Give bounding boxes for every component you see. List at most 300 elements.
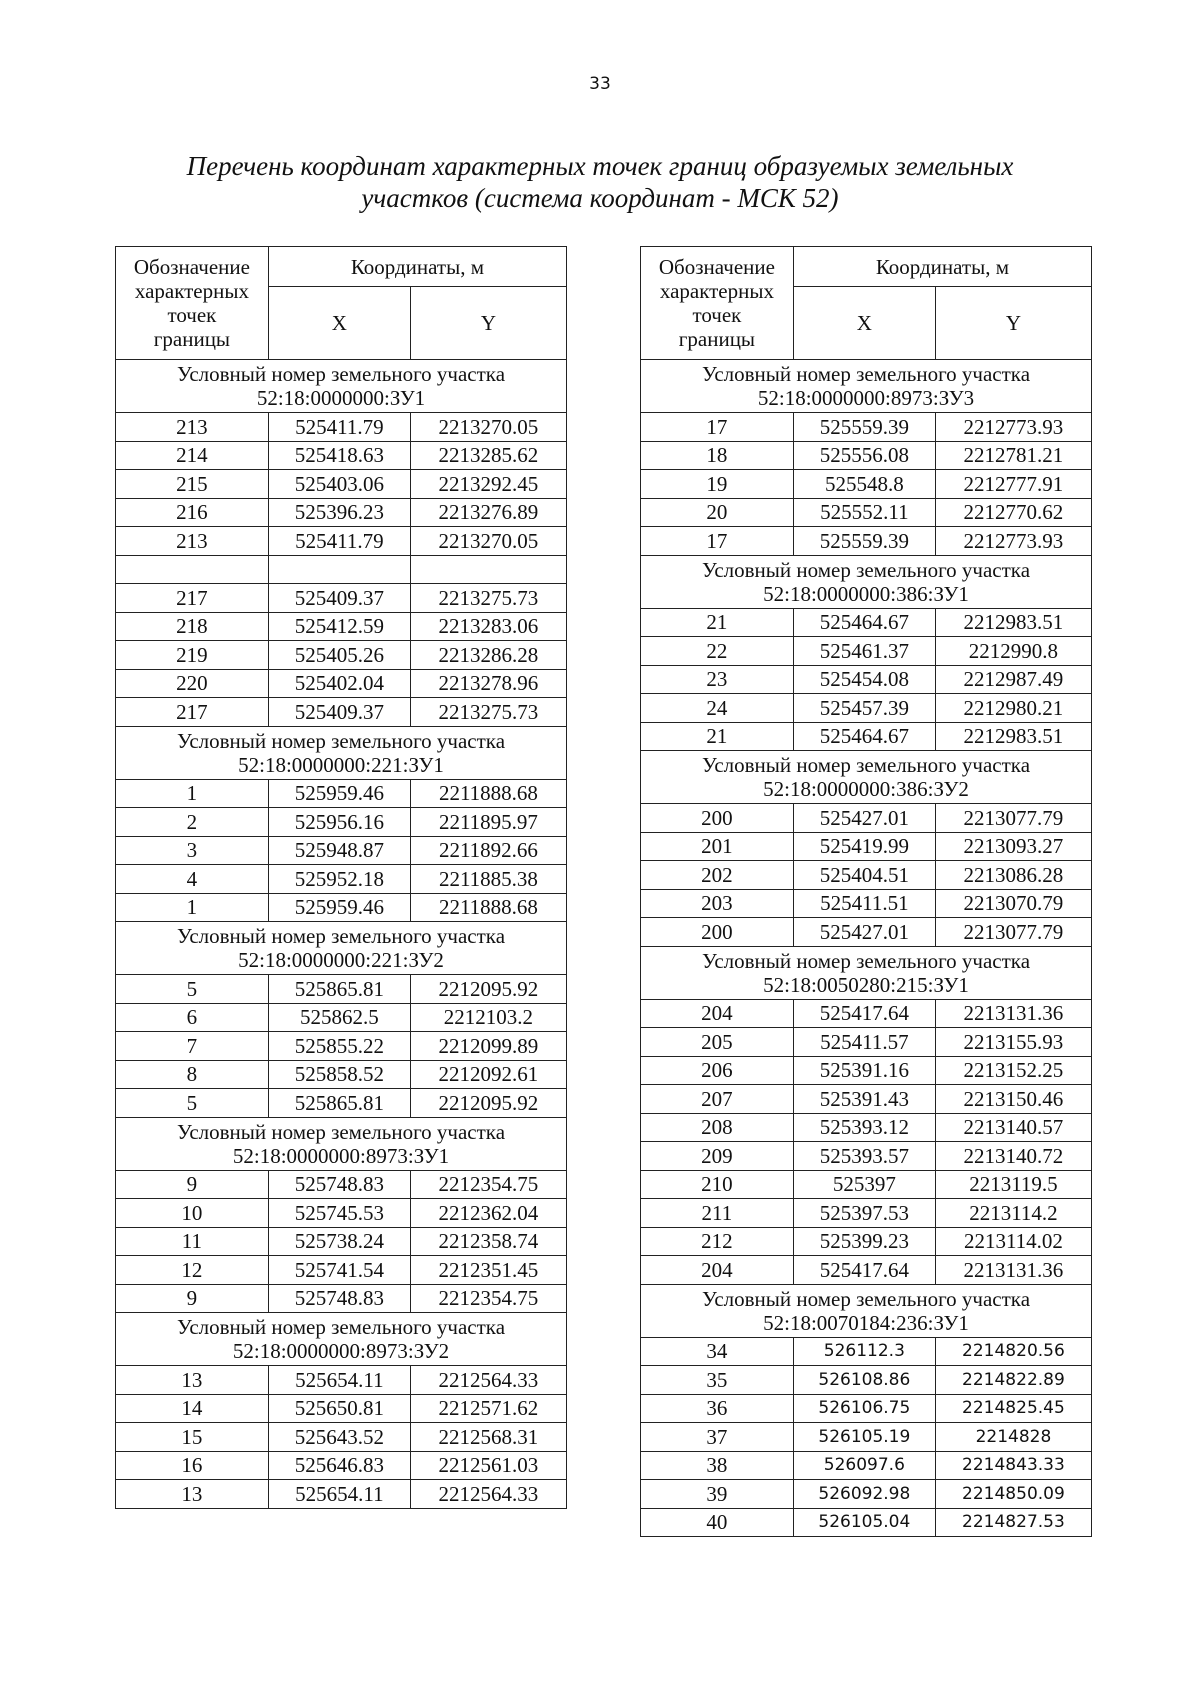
point-number: 37 [641, 1423, 794, 1452]
coord-y: 2212092.61 [410, 1060, 566, 1089]
point-number: 3 [116, 836, 269, 865]
coord-x: 525738.24 [268, 1227, 410, 1256]
coord-y: 2213077.79 [935, 804, 1091, 833]
coord-x: 525457.39 [793, 694, 935, 723]
header-y: Y [935, 287, 1091, 360]
coord-y: 2212990.8 [935, 637, 1091, 666]
point-number: 213 [116, 413, 269, 442]
coord-x: 525464.67 [793, 608, 935, 637]
table-row [116, 555, 567, 584]
table-row [641, 498, 1092, 527]
table-row [116, 698, 567, 727]
coord-x: 525741.54 [268, 1256, 410, 1285]
parcel-cadastral-number: 52:18:0050280:215:ЗУ1 [763, 972, 969, 997]
table-row [116, 1366, 567, 1395]
coord-x: 526105.19 [793, 1423, 935, 1452]
point-number: 213 [116, 527, 269, 556]
parcel-section-row [641, 751, 1092, 804]
header-point-line-2: характерных [134, 279, 249, 303]
coord-y: 2212099.89 [410, 1032, 566, 1061]
coord-y: 2213292.45 [410, 470, 566, 499]
point-number: 13 [116, 1366, 269, 1395]
coord-x: 525952.18 [268, 865, 410, 894]
parcel-section-row [641, 1284, 1092, 1337]
point-number: 209 [641, 1142, 794, 1171]
point-number: 204 [641, 999, 794, 1028]
coord-y: 2212777.91 [935, 470, 1091, 499]
point-number: 19 [641, 470, 794, 499]
table-row [116, 1227, 567, 1256]
coord-y: 2213285.62 [410, 441, 566, 470]
coord-x: 525959.46 [268, 779, 410, 808]
point-number: 21 [641, 722, 794, 751]
point-number: 11 [116, 1227, 269, 1256]
coord-x: 525391.43 [793, 1085, 935, 1114]
point-number: 39 [641, 1480, 794, 1509]
coord-y: 2212358.74 [410, 1227, 566, 1256]
point-number: 217 [116, 584, 269, 613]
header-point-line-1: Обозначение [133, 255, 250, 279]
table-row [641, 1028, 1092, 1057]
table-row [641, 1170, 1092, 1199]
coord-y: 2213140.72 [935, 1142, 1091, 1171]
point-number: 212 [641, 1227, 794, 1256]
parcel-cadastral-number: 52:18:0000000:386:ЗУ2 [763, 777, 969, 801]
coord-x: 525393.57 [793, 1142, 935, 1171]
coord-x: 525396.23 [268, 498, 410, 527]
coord-y: 2213114.2 [935, 1199, 1091, 1228]
point-number: 17 [641, 527, 794, 556]
coord-y: 2211888.68 [410, 893, 566, 922]
parcel-section-cell [116, 360, 567, 413]
coord-x: 525865.81 [268, 975, 410, 1004]
point-number: 22 [641, 637, 794, 666]
header-point-designation [116, 247, 269, 360]
parcel-cadastral-number: 52:18:0000000:8973:ЗУ2 [232, 1339, 450, 1363]
coord-y: 2213275.73 [410, 584, 566, 613]
coord-y: 2213276.89 [410, 498, 566, 527]
coord-x: 525417.64 [793, 1256, 935, 1285]
point-number: 36 [641, 1394, 794, 1423]
point-number: 207 [641, 1085, 794, 1114]
coord-y: 2211885.38 [410, 865, 566, 894]
coord-x: 525461.37 [793, 637, 935, 666]
coord-y: 2213140.57 [935, 1113, 1091, 1142]
parcel-section-label: Условный номер земельного участка [176, 728, 506, 753]
header-point-line-3: точек [167, 303, 217, 327]
table-row [116, 779, 567, 808]
table-row [641, 1113, 1092, 1142]
point-number: 1 [116, 779, 269, 808]
table-row [641, 1423, 1092, 1452]
coord-x: 525748.83 [268, 1284, 410, 1313]
header-x: X [793, 287, 935, 360]
table-right-body [641, 247, 1092, 1537]
coord-x: 525948.87 [268, 836, 410, 865]
point-number: 23 [641, 665, 794, 694]
coord-y: 2213077.79 [935, 918, 1091, 947]
point-number: 15 [116, 1423, 269, 1452]
coord-x: 525427.01 [793, 918, 935, 947]
coord-x: 525409.37 [268, 584, 410, 613]
parcel-section-row [641, 555, 1092, 608]
coord-x: 526097.6 [793, 1451, 935, 1480]
coord-y: 2213155.93 [935, 1028, 1091, 1057]
coord-y: 2212983.51 [935, 608, 1091, 637]
coord-y: 2213119.5 [935, 1170, 1091, 1199]
parcel-section-row [116, 1117, 567, 1170]
header-point-line-4: границы [678, 327, 756, 351]
table-row [116, 1480, 567, 1509]
table-row [116, 1032, 567, 1061]
coord-x: 525464.67 [793, 722, 935, 751]
coord-y: 2213131.36 [935, 999, 1091, 1028]
header-coordinates: Координаты, м [268, 247, 566, 287]
point-number: 1 [116, 893, 269, 922]
point-number: 220 [116, 669, 269, 698]
point-number: 21 [641, 608, 794, 637]
table-row [641, 637, 1092, 666]
point-number: 20 [641, 498, 794, 527]
table-row [116, 1423, 567, 1452]
coord-x: 525399.23 [793, 1227, 935, 1256]
coord-x: 525559.39 [793, 527, 935, 556]
coord-x: 525411.57 [793, 1028, 935, 1057]
coord-x: 525654.11 [268, 1366, 410, 1395]
parcel-cadastral-number: 52:18:0000000:ЗУ1 [256, 386, 426, 410]
table-row [116, 1199, 567, 1228]
title-line-2: участков (система координат - МСК 52) [361, 183, 839, 213]
coord-x: 525643.52 [268, 1423, 410, 1452]
table-row [641, 665, 1092, 694]
table-row [641, 1394, 1092, 1423]
coord-x: 525858.52 [268, 1060, 410, 1089]
coord-y: 2214822.89 [935, 1366, 1091, 1395]
point-number: 200 [641, 804, 794, 833]
coord-y: 2212983.51 [935, 722, 1091, 751]
coord-x: 525650.81 [268, 1394, 410, 1423]
table-row [641, 608, 1092, 637]
parcel-section-label: Условный номер земельного участка [176, 1119, 506, 1144]
coord-x: 525748.83 [268, 1170, 410, 1199]
header-y: Y [410, 287, 566, 360]
coord-y: 2212354.75 [410, 1170, 566, 1199]
title-line-1: Перечень координат характерных точек границ образуемых земельных [186, 151, 1014, 181]
coord-y: 2214825.45 [935, 1394, 1091, 1423]
coordinates-table-left [115, 246, 567, 1509]
coord-y: 2213286.28 [410, 641, 566, 670]
point-number: 210 [641, 1170, 794, 1199]
point-number: 10 [116, 1199, 269, 1228]
point-number: 16 [116, 1451, 269, 1480]
coordinates-table-right [640, 246, 1092, 1537]
table-row [641, 1199, 1092, 1228]
coord-y: 2212781.21 [935, 441, 1091, 470]
coord-y: 2212564.33 [410, 1480, 566, 1509]
coord-y: 2214843.33 [935, 1451, 1091, 1480]
table-row [641, 413, 1092, 442]
table-row [641, 804, 1092, 833]
table-row [116, 498, 567, 527]
coord-y: 2212770.62 [935, 498, 1091, 527]
coord-x: 526106.75 [793, 1394, 935, 1423]
table-row [641, 1480, 1092, 1509]
coord-x: 525745.53 [268, 1199, 410, 1228]
coord-x: 525402.04 [268, 669, 410, 698]
table-row [641, 1256, 1092, 1285]
coord-y: 2213270.05 [410, 527, 566, 556]
coord-y: 2211895.97 [410, 808, 566, 837]
table-row [641, 999, 1092, 1028]
coord-x: 525559.39 [793, 413, 935, 442]
point-number: 206 [641, 1056, 794, 1085]
point-number [116, 555, 269, 584]
table-left-body [116, 247, 567, 1509]
coord-y: 2211888.68 [410, 779, 566, 808]
header-point-line-3: точек [692, 303, 742, 327]
point-number: 5 [116, 1089, 269, 1118]
parcel-section-row [641, 946, 1092, 999]
table-row [641, 1227, 1092, 1256]
coord-y: 2214828 [935, 1423, 1091, 1452]
parcel-cadastral-number: 52:18:0000000:8973:ЗУ3 [757, 386, 975, 410]
coord-y: 2213275.73 [410, 698, 566, 727]
point-number: 13 [116, 1480, 269, 1509]
parcel-section-cell [641, 1284, 1092, 1337]
coord-y: 2212568.31 [410, 1423, 566, 1452]
coord-x: 525409.37 [268, 698, 410, 727]
coord-y: 2212095.92 [410, 1089, 566, 1118]
coord-x: 525427.01 [793, 804, 935, 833]
point-number: 6 [116, 1003, 269, 1032]
table-row [116, 836, 567, 865]
page-number: 33 [589, 74, 611, 94]
point-number: 9 [116, 1170, 269, 1199]
parcel-section-label: Условный номер земельного участка [701, 557, 1031, 582]
table-row [116, 669, 567, 698]
coord-y: 2211892.66 [410, 836, 566, 865]
coord-y: 2212571.62 [410, 1394, 566, 1423]
coord-x: 525548.8 [793, 470, 935, 499]
point-number: 38 [641, 1451, 794, 1480]
coord-x: 525397.53 [793, 1199, 935, 1228]
table-row [641, 832, 1092, 861]
coord-x: 525404.51 [793, 861, 935, 890]
point-number: 7 [116, 1032, 269, 1061]
table-row [641, 527, 1092, 556]
point-number: 5 [116, 975, 269, 1004]
table-row [116, 808, 567, 837]
coord-y: 2213270.05 [410, 413, 566, 442]
coord-y: 2213283.06 [410, 612, 566, 641]
point-number: 200 [641, 918, 794, 947]
parcel-section-row [641, 360, 1092, 413]
parcel-section-cell [641, 360, 1092, 413]
coord-y: 2212773.93 [935, 413, 1091, 442]
coord-x: 525418.63 [268, 441, 410, 470]
parcel-section-cell [116, 726, 567, 779]
table-row [116, 1170, 567, 1199]
table-row [116, 1394, 567, 1423]
coord-x: 525411.79 [268, 527, 410, 556]
parcel-section-cell [116, 922, 567, 975]
coord-y: 2214820.56 [935, 1337, 1091, 1366]
coord-x: 526112.3 [793, 1337, 935, 1366]
point-number: 205 [641, 1028, 794, 1057]
parcel-section-label: Условный номер земельного участка [701, 362, 1031, 386]
coord-x: 526105.04 [793, 1508, 935, 1537]
parcel-cadastral-number: 52:18:0000000:8973:ЗУ1 [232, 1143, 450, 1168]
point-number: 2 [116, 808, 269, 837]
table-row [641, 1142, 1092, 1171]
coord-x: 525552.11 [793, 498, 935, 527]
parcel-section-label: Условный номер земельного участка [701, 1286, 1031, 1311]
coord-y: 2213114.02 [935, 1227, 1091, 1256]
point-number: 14 [116, 1394, 269, 1423]
table-header-row [116, 247, 567, 287]
table-row [641, 722, 1092, 751]
coord-y: 2213150.46 [935, 1085, 1091, 1114]
coord-y: 2212354.75 [410, 1284, 566, 1313]
parcel-cadastral-number: 52:18:0000000:386:ЗУ1 [763, 581, 969, 606]
coord-y: 2212095.92 [410, 975, 566, 1004]
coord-x: 525454.08 [793, 665, 935, 694]
table-row [641, 861, 1092, 890]
coord-x: 525646.83 [268, 1451, 410, 1480]
point-number: 216 [116, 498, 269, 527]
table-row [641, 1085, 1092, 1114]
parcel-section-row [116, 726, 567, 779]
point-number: 34 [641, 1337, 794, 1366]
table-row [116, 1060, 567, 1089]
coord-x: 525412.59 [268, 612, 410, 641]
coord-y: 2213131.36 [935, 1256, 1091, 1285]
header-point-line-1: Обозначение [658, 255, 775, 279]
parcel-section-label: Условный номер земельного участка [701, 753, 1031, 777]
table-row [116, 641, 567, 670]
coord-y: 2212362.04 [410, 1199, 566, 1228]
parcel-cadastral-number: 52:18:0000000:221:ЗУ2 [238, 948, 444, 972]
coord-y: 2212987.49 [935, 665, 1091, 694]
table-row [116, 470, 567, 499]
point-number: 217 [116, 698, 269, 727]
parcel-section-row [116, 360, 567, 413]
parcel-section-row [116, 1313, 567, 1366]
point-number: 24 [641, 694, 794, 723]
table-row [641, 694, 1092, 723]
coord-x: 525865.81 [268, 1089, 410, 1118]
parcel-cadastral-number: 52:18:0000000:221:ЗУ1 [238, 752, 444, 777]
coord-x: 525403.06 [268, 470, 410, 499]
point-number: 40 [641, 1508, 794, 1537]
point-number: 208 [641, 1113, 794, 1142]
point-number: 12 [116, 1256, 269, 1285]
coord-y: 2214850.09 [935, 1480, 1091, 1509]
table-row [116, 1003, 567, 1032]
point-number: 18 [641, 441, 794, 470]
coord-y: 2212103.2 [410, 1003, 566, 1032]
table-row [641, 1508, 1092, 1537]
coord-x: 525419.99 [793, 832, 935, 861]
parcel-section-cell [641, 555, 1092, 608]
coord-x: 525956.16 [268, 808, 410, 837]
point-number: 35 [641, 1366, 794, 1395]
table-row [116, 413, 567, 442]
parcel-section-label: Условный номер земельного участка [176, 1315, 506, 1339]
point-number: 218 [116, 612, 269, 641]
coord-x: 525391.16 [793, 1056, 935, 1085]
coord-x: 526092.98 [793, 1480, 935, 1509]
table-row [641, 1451, 1092, 1480]
table-row [116, 441, 567, 470]
parcel-section-label: Условный номер земельного участка [176, 362, 506, 386]
coord-x: 525397 [793, 1170, 935, 1199]
coord-y: 2212561.03 [410, 1451, 566, 1480]
document-title [100, 150, 1100, 214]
table-row [116, 1089, 567, 1118]
table-row [641, 1056, 1092, 1085]
coord-x: 525556.08 [793, 441, 935, 470]
coord-x: 526108.86 [793, 1366, 935, 1395]
header-point-designation [641, 247, 794, 360]
coord-y: 2213086.28 [935, 861, 1091, 890]
coord-x: 525654.11 [268, 1480, 410, 1509]
parcel-section-cell [116, 1313, 567, 1366]
table-header-row [641, 247, 1092, 287]
table-row [641, 889, 1092, 918]
parcel-cadastral-number: 52:18:0070184:236:ЗУ1 [763, 1310, 969, 1335]
coord-x: 525411.51 [793, 889, 935, 918]
coord-y: 2213152.25 [935, 1056, 1091, 1085]
table-row [641, 918, 1092, 947]
coord-y: 2212773.93 [935, 527, 1091, 556]
coord-y [410, 555, 566, 584]
coord-x [268, 555, 410, 584]
point-number: 214 [116, 441, 269, 470]
point-number: 4 [116, 865, 269, 894]
header-coordinates: Координаты, м [793, 247, 1091, 287]
coord-y: 2213278.96 [410, 669, 566, 698]
table-row [116, 584, 567, 613]
parcel-section-label: Условный номер земельного участка [701, 948, 1031, 973]
parcel-section-cell [641, 751, 1092, 804]
table-row [116, 893, 567, 922]
coord-x: 525405.26 [268, 641, 410, 670]
point-number: 17 [641, 413, 794, 442]
coord-x: 525417.64 [793, 999, 935, 1028]
point-number: 202 [641, 861, 794, 890]
table-row [641, 1337, 1092, 1366]
header-point-line-2: характерных [659, 279, 774, 303]
point-number: 219 [116, 641, 269, 670]
coord-y: 2214827.53 [935, 1508, 1091, 1537]
coord-y: 2213093.27 [935, 832, 1091, 861]
coord-x: 525393.12 [793, 1113, 935, 1142]
table-row [116, 527, 567, 556]
coord-y: 2213070.79 [935, 889, 1091, 918]
table-row [116, 975, 567, 1004]
table-row [641, 441, 1092, 470]
coord-y: 2212351.45 [410, 1256, 566, 1285]
parcel-section-label: Условный номер земельного участка [176, 924, 506, 948]
coord-x: 525862.5 [268, 1003, 410, 1032]
header-point-line-4: границы [153, 327, 231, 351]
point-number: 215 [116, 470, 269, 499]
table-row [641, 1366, 1092, 1395]
coord-x: 525855.22 [268, 1032, 410, 1061]
coord-y: 2212564.33 [410, 1366, 566, 1395]
point-number: 8 [116, 1060, 269, 1089]
